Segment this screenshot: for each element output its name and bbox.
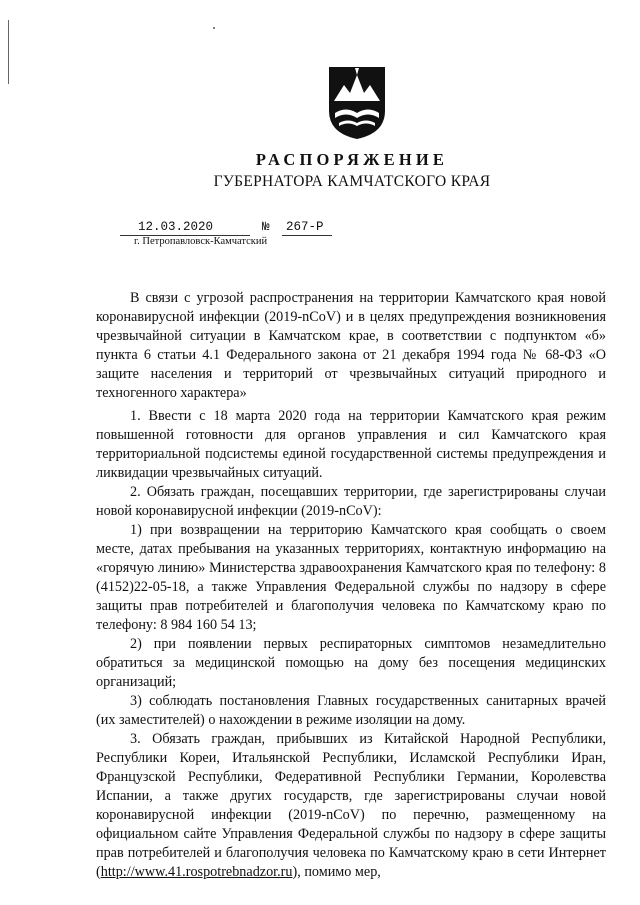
number-sign: №: [262, 220, 270, 234]
preamble: [96, 289, 606, 403]
document-date: 12.03.2020: [138, 220, 214, 234]
rospotrebnadzor-link[interactable]: http://www.41.rospotrebnadzor.ru: [100, 864, 293, 880]
clause-2: 2. Обязать граждан, посещавших территории, где зарегистрированы случаи новой коронавирусной инфекции (2019-nCoV):: [96, 484, 606, 519]
document-number: 267-Р: [286, 220, 324, 234]
scan-speck: [213, 27, 215, 29]
clause-3-text: 3. Обязать граждан, прибывших из Китайской Народной Республики, Республики Кореи, Итальянской Республики, Исламской Республики Иран, Французской Республики, Федеративной Республики Германии, Королевства Испании, а также других государств, где зарегистрированы случаи новой коронавирусной инфекции (2019-nCoV) по перечню, размещенному на официальном сайте Управления Федеральной службы по надзору в сфере защиты прав потребителей и благополучия человека по Камчатскому краю в сети Интернет (: [96, 731, 606, 880]
clause-2-item-1: 1) при возвращении на территорию Камчатского края сообщать о своем месте, датах пребывания на указанных территориях, контактную информацию на «горячую линию» Министерства здравоохранения Камчатского края по телефону: 8 (4152)22-05-18, а также Управления Федеральной службы по надзору в сфере защиты прав потребителей и благополучия человека по Камчатскому краю по телефону: 8 984 160 54 13;: [96, 522, 606, 633]
coat-of-arms-emblem: [326, 63, 388, 141]
number-underline: [282, 235, 332, 236]
city-line: г. Петропавловск-Камчатский: [134, 236, 268, 247]
clauses: [96, 407, 606, 882]
preamble-text: В связи с угрозой распространения на территории Камчатского края новой коронавирусной инфекции (2019-nCoV) и в целях предупреждения возникновения чрезвычайной ситуации в Камчатском крае, в соответствии с подпунктом «б» пункта 6 статьи 4.1 Федерального закона от 21 декабря 1994 года № 68-ФЗ «О защите населения и территорий от чрезвычайных ситуаций природного и техногенного характера»: [96, 290, 606, 401]
margin-line: [8, 20, 9, 84]
clause-3-text-end: ), помимо мер,: [292, 864, 381, 880]
clause-3: [96, 730, 606, 882]
clause-2-item-3: 3) соблюдать постановления Главных государственных санитарных врачей (их заместителей) о нахождении в режиме изоляции на дому.: [96, 693, 606, 728]
document-type-title: РАСПОРЯЖЕНИЕ: [255, 150, 449, 169]
clause-1: 1. Ввести с 18 марта 2020 года на территории Камчатского края режим повышенной готовности для органов управления и сил Камчатского края территориальной подсистемы единой государственной системы предупреждения и ликвидации чрезвычайных ситуаций.: [96, 408, 606, 481]
clause-2-item-2: 2) при появлении первых респираторных симптомов незамедлительно обратиться за медицинской помощью на дому без посещения медицинских организаций;: [96, 636, 606, 690]
document-author: ГУБЕРНАТОРА КАМЧАТСКОГО КРАЯ: [213, 173, 491, 190]
